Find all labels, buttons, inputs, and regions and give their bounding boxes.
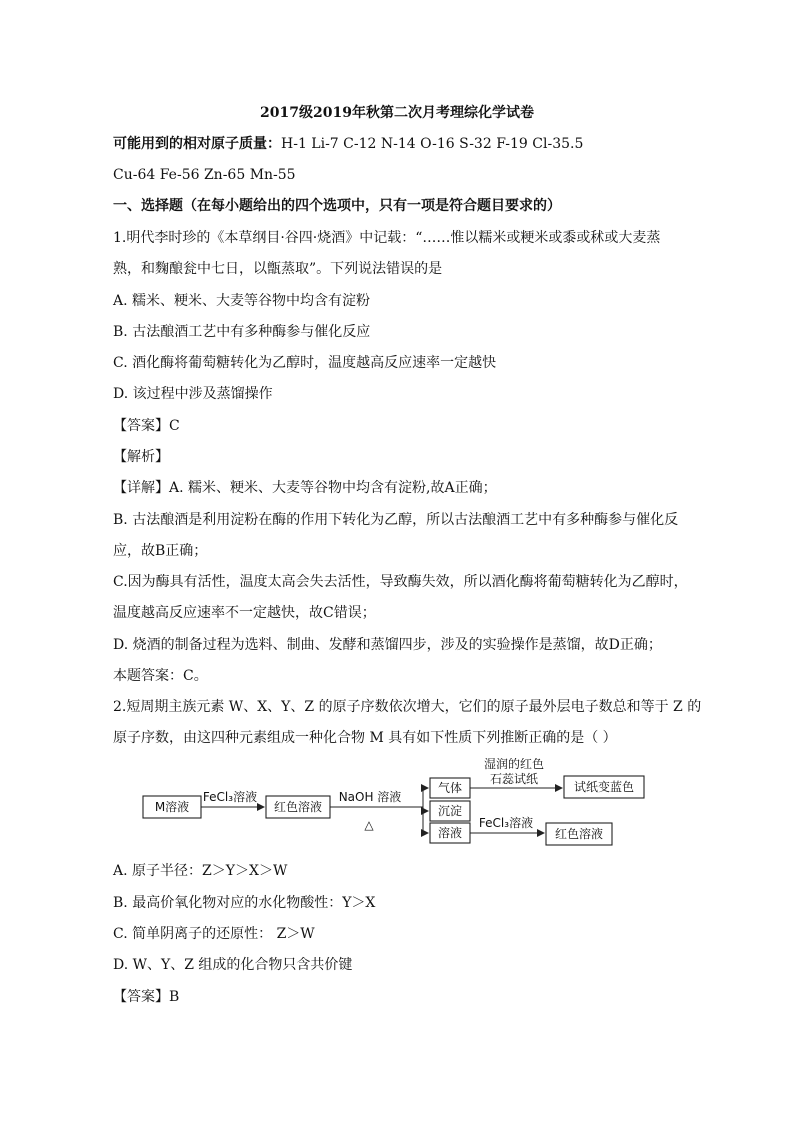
- litmus-label-2: 石蕊试纸: [489, 772, 539, 786]
- reaction-flow-diagram: [140, 758, 660, 858]
- q1-detail-2a: B. 古法酿酒是利用淀粉在酶的作用下转化为乙醇，所以古法酿酒工艺中有多种酶参与催化反: [113, 512, 679, 528]
- arrow-1-label: FeCl₃溶液: [202, 790, 258, 804]
- q1-detail-4: D. 烧酒的制备过程为选料、制曲、发酵和蒸馏四步，涉及的实验操作是蒸馏，故D正确；: [113, 637, 662, 653]
- q2-answer: 【答案】B: [113, 989, 180, 1005]
- q2-option-a: A. 原子半径：Z＞Y＞X＞W: [113, 863, 288, 879]
- q2-stem-line-1: 2.短周期主族元素 W、X、Y、Z 的原子序数依次增大，它们的原子最外层电子数总和等于 Z 的: [113, 699, 702, 715]
- q1-option-b: B. 古法酿酒工艺中有多种酶参与催化反应: [113, 324, 371, 340]
- box-precipitate-label: 沉淀: [437, 804, 463, 818]
- section-heading: 一、选择题（在每小题给出的四个选项中，只有一项是符合题目要求的）: [113, 198, 561, 214]
- box-gas-label: 气体: [437, 781, 463, 795]
- box-red-solution-2-label: 红色溶液: [554, 827, 604, 841]
- q1-final: 本题答案：C。: [113, 668, 208, 684]
- arrow-2-condition: △: [364, 818, 374, 832]
- q2-option-c: C. 简单阴离子的还原性： Z＞W: [113, 926, 315, 942]
- atomic-mass-values-1: H-1 Li-7 C-12 N-14 O-16 S-32 F-19 Cl-35.5: [281, 136, 584, 152]
- box-m-solution-label: M溶液: [154, 800, 190, 814]
- q1-detail-3a: C.因为酶具有活性，温度太高会失去活性，导致酶失效，所以酒化酶将葡萄糖转化为乙醇时，: [113, 574, 688, 590]
- q1-detail-3b: 温度越高反应速率不一定越快，故C错误；: [113, 605, 376, 621]
- atomic-mass-line-2: Cu-64 Fe-56 Zn-65 Mn-55: [113, 167, 296, 183]
- q2-stem-line-2: 原子序数，由这四种元素组成一种化合物 M 具有如下性质下列推断正确的是（ ）: [113, 730, 617, 746]
- q1-analysis-label: 【解析】: [113, 449, 169, 465]
- box-solution-label: 溶液: [437, 826, 463, 840]
- atomic-mass-label: 可能用到的相对原子质量：: [113, 136, 281, 152]
- exam-title: 2017级2019年秋第二次月考理综化学试卷: [260, 105, 534, 121]
- q1-stem-line-2: 熟，和麴酿瓮中七日，以甑蒸取”。下列说法错误的是: [113, 261, 443, 277]
- box-red-solution-1-label: 红色溶液: [273, 800, 323, 814]
- arrow-4-label: FeCl₃溶液: [478, 816, 534, 830]
- q2-option-d: D. W、Y、Z 组成的化合物只含共价键: [113, 957, 353, 973]
- q1-option-a: A. 糯米、粳米、大麦等谷物中均含有淀粉: [113, 293, 371, 309]
- q2-option-b: B. 最高价氧化物对应的水化物酸性：Y＞X: [113, 895, 376, 911]
- q1-option-c: C. 酒化酶将葡萄糖转化为乙醇时，温度越高反应速率一定越快: [113, 355, 497, 371]
- q1-answer: 【答案】C: [113, 418, 180, 434]
- box-paper-blue-label: 试纸变蓝色: [573, 780, 635, 794]
- litmus-label-1: 湿润的红色: [483, 758, 545, 771]
- q1-option-d: D. 该过程中涉及蒸馏操作: [113, 386, 273, 402]
- atomic-mass-line-1: [113, 135, 583, 153]
- arrow-2-label: NaOH 溶液: [338, 790, 402, 804]
- q1-detail-2b: 应，故B正确；: [113, 543, 208, 559]
- q1-stem-line-1: 1.明代李时珍的《本草纲目·谷四·烧酒》中记载：“……惟以糯米或粳米或黍或秫或大麦蒸: [113, 230, 661, 246]
- q1-detail-1: 【详解】A. 糯米、粳米、大麦等谷物中均含有淀粉,故A正确；: [113, 480, 497, 496]
